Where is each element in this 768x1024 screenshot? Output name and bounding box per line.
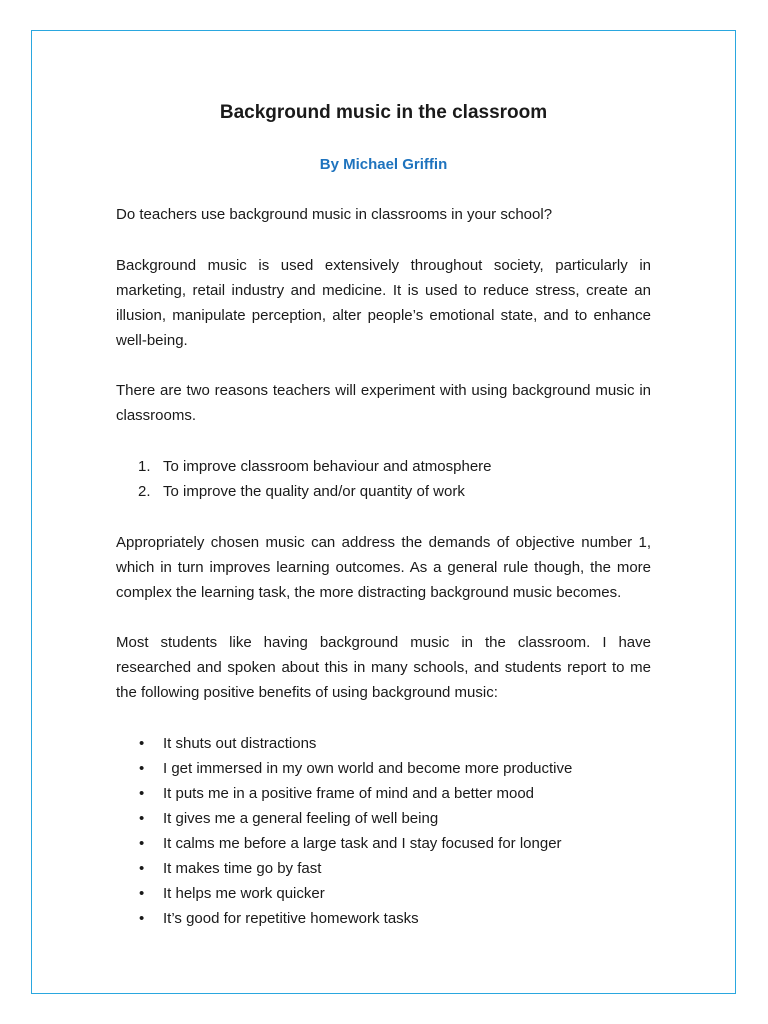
list-item xyxy=(116,479,651,504)
document-title: Background music in the classroom xyxy=(219,102,548,123)
list-item-text: To improve classroom behaviour and atmosphere xyxy=(163,458,492,475)
list-item-text: I get immersed in my own world and become more productive xyxy=(163,760,573,777)
list-item xyxy=(116,881,651,906)
bullet-icon: • xyxy=(139,810,145,827)
list-number: 1. xyxy=(138,458,151,475)
list-item-text: It calms me before a large task and I stay focused for longer xyxy=(163,835,562,852)
author-byline: By Michael Griffin xyxy=(319,156,448,173)
list-item-text: It’s good for repetitive homework tasks xyxy=(163,910,419,927)
list-item-text: To improve the quality and/or quantity of work xyxy=(163,483,465,500)
list-item-text: It puts me in a positive frame of mind and a better mood xyxy=(163,785,535,802)
list-item xyxy=(116,781,651,806)
bullet-icon: • xyxy=(139,835,145,852)
list-item xyxy=(116,756,651,781)
list-item-text: It helps me work quicker xyxy=(163,885,325,902)
bullet-icon: • xyxy=(139,910,145,927)
list-item-text: It makes time go by fast xyxy=(163,860,322,877)
list-item xyxy=(116,906,651,931)
numbered-list-reasons xyxy=(116,454,651,504)
bullet-icon: • xyxy=(139,885,145,902)
paragraph-student-benefits: Most students like having background music in the classroom. I have researched and spoken about this in many schools, and students report to me the following positive benefits of using background music: xyxy=(116,634,651,701)
list-item xyxy=(116,806,651,831)
list-item xyxy=(116,831,651,856)
list-item-text: It gives me a general feeling of well being xyxy=(163,810,439,827)
list-item xyxy=(116,731,651,756)
paragraph-background-music-uses: Background music is used extensively throughout society, particularly in marketing, retail industry and medicine. It is used to reduce stress, create an illusion, manipulate perception, alter people’s emotional state, and to enhance well-being. xyxy=(116,257,651,349)
bullet-icon: • xyxy=(139,735,145,752)
list-item xyxy=(116,454,651,479)
list-item-text: It shuts out distractions xyxy=(163,735,317,752)
paragraph-chosen-music: Appropriately chosen music can address the demands of objective number 1, which in turn improves learning outcomes. As a general rule though, the more complex the learning task, the more distracting background music becomes. xyxy=(116,534,651,601)
paragraph-two-reasons: There are two reasons teachers will experiment with using background music in classrooms. xyxy=(116,382,651,424)
bullet-list-benefits xyxy=(116,731,651,931)
bullet-icon: • xyxy=(139,785,145,802)
bullet-icon: • xyxy=(139,760,145,777)
list-number: 2. xyxy=(138,483,151,500)
list-item xyxy=(116,856,651,881)
paragraph-intro-question: Do teachers use background music in classrooms in your school? xyxy=(116,206,553,223)
bullet-icon: • xyxy=(139,860,145,877)
